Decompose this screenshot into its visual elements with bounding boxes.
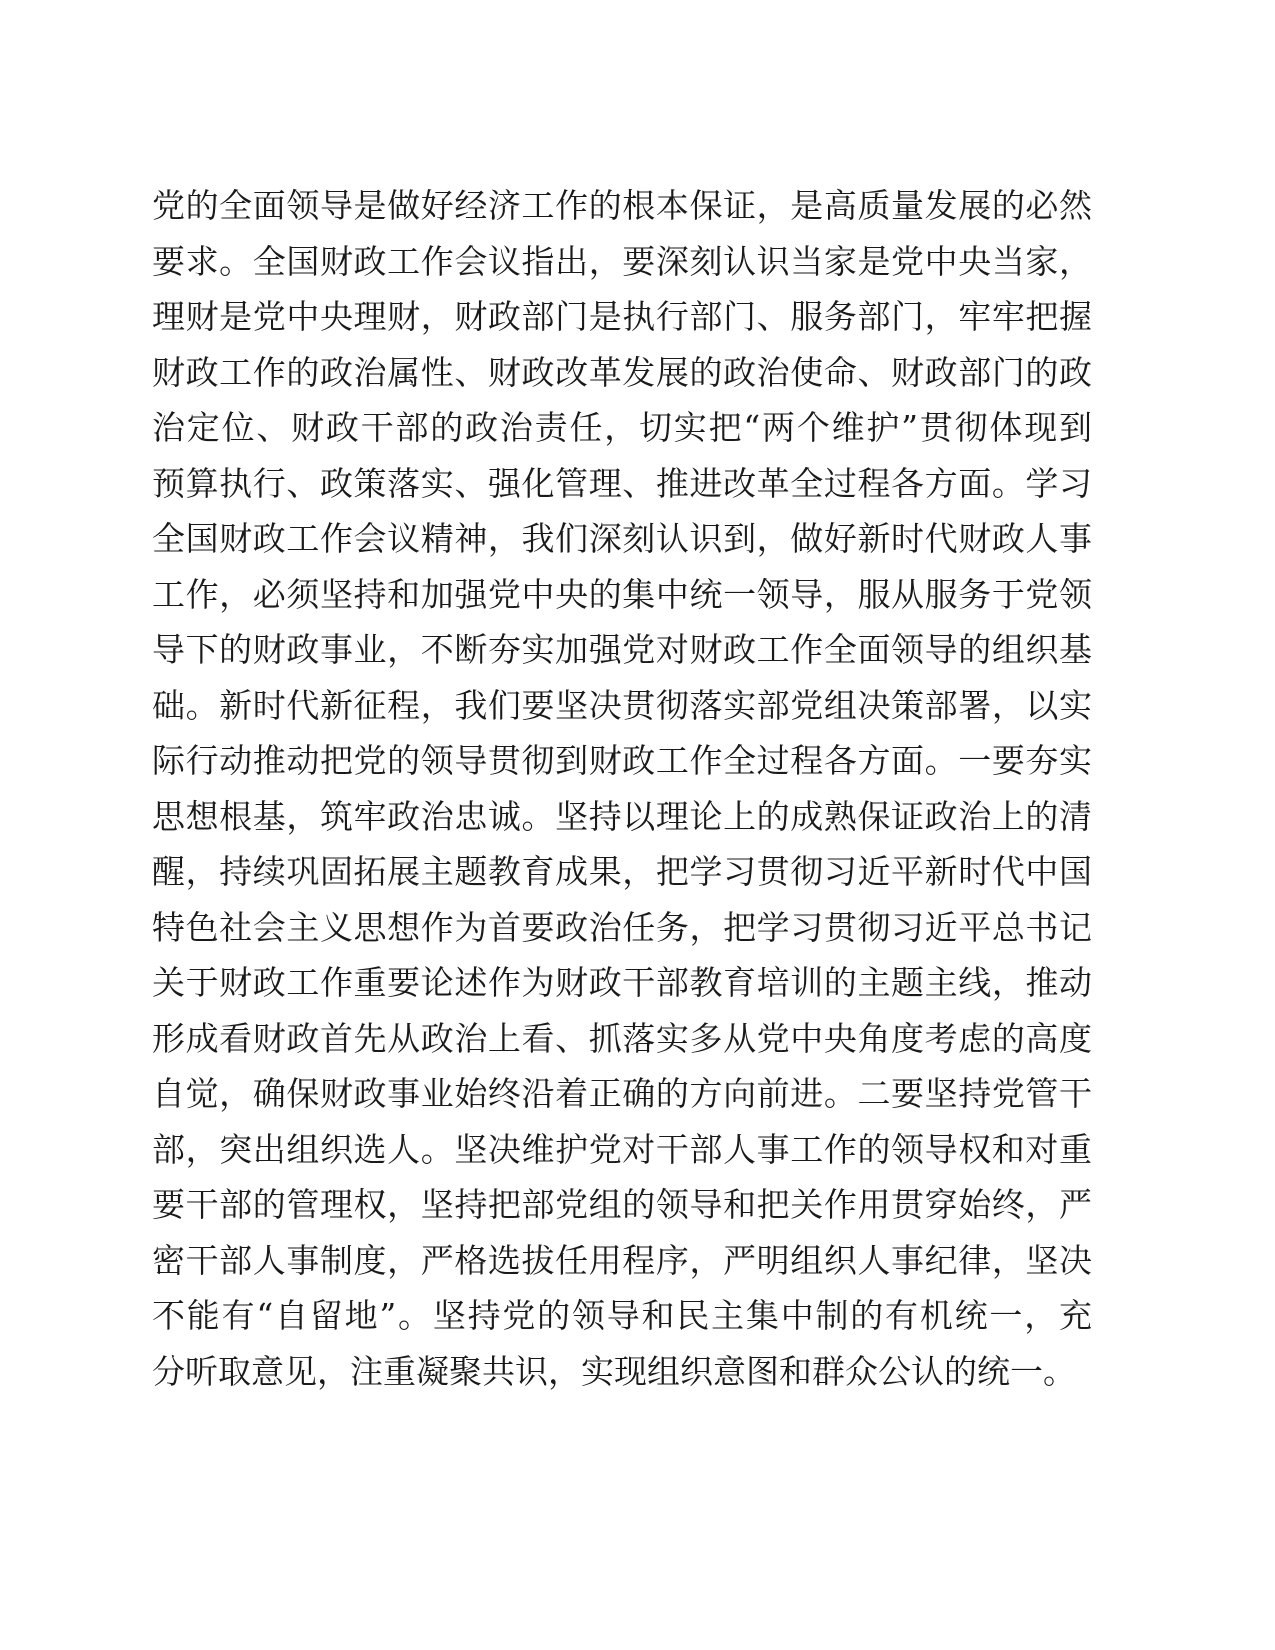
text-line: 要干部的管理权，坚持把部党组的领导和把关作用贯穿始终，严 xyxy=(152,1185,1092,1224)
text-line: 工作，必须坚持和加强党中央的集中统一领导，服从服务于党领 xyxy=(152,574,1092,614)
text-line: 密干部人事制度，严格选拔任用程序，严明组织人事纪律，坚决 xyxy=(152,1240,1092,1280)
text-line: 导下的财政事业，不断夯实加强党对财政工作全面领导的组织基 xyxy=(152,630,1092,669)
text-line: 际行动推动把党的领导贯彻到财政工作全过程各方面。一要夯实 xyxy=(152,741,1092,780)
body-paragraph xyxy=(152,178,1092,1399)
text-line: 形成看财政首先从政治上看、抓落实多从党中央角度考虑的高度 xyxy=(152,1018,1092,1058)
text-line: 醒，持续巩固拓展主题教育成果，把学习贯彻习近平新时代中国 xyxy=(152,852,1092,891)
text-line: 础。新时代新征程，我们要坚决贯彻落实部党组决策部署，以实 xyxy=(152,685,1092,725)
text-line: 要求。全国财政工作会议指出，要深刻认识当家是党中央当家， xyxy=(152,241,1092,281)
text-line: 预算执行、政策落实、强化管理、推进改革全过程各方面。学习 xyxy=(152,463,1092,503)
text-line: 理财是党中央理财，财政部门是执行部门、服务部门，牢牢把握 xyxy=(152,297,1092,336)
text-line: 财政工作的政治属性、财政改革发展的政治使命、财政部门的政 xyxy=(152,352,1092,392)
text-line: 关于财政工作重要论述作为财政干部教育培训的主题主线，推动 xyxy=(152,963,1092,1002)
text-line: 思想根基，筑牢政治忠诚。坚持以理论上的成熟保证政治上的清 xyxy=(152,796,1092,836)
text-line: 特色社会主义思想作为首要政治任务，把学习贯彻习近平总书记 xyxy=(152,907,1092,947)
text-line: 分听取意见，注重凝聚共识，实现组织意图和群众公认的统一。 xyxy=(152,1351,1076,1391)
text-line: 全国财政工作会议精神，我们深刻认识到，做好新时代财政人事 xyxy=(152,519,1092,558)
text-line: 党的全面领导是做好经济工作的根本保证，是高质量发展的必然 xyxy=(152,186,1092,225)
text-line: 部，突出组织选人。坚决维护党对干部人事工作的领导权和对重 xyxy=(152,1129,1092,1169)
text-line: 自觉，确保财政事业始终沿着正确的方向前进。二要坚持党管干 xyxy=(152,1074,1092,1113)
text-line: 不能有“自留地”。坚持党的领导和民主集中制的有机统一，充 xyxy=(152,1296,1092,1335)
text-line: 治定位、财政干部的政治责任，切实把“两个维护”贯彻体现到 xyxy=(152,408,1092,447)
